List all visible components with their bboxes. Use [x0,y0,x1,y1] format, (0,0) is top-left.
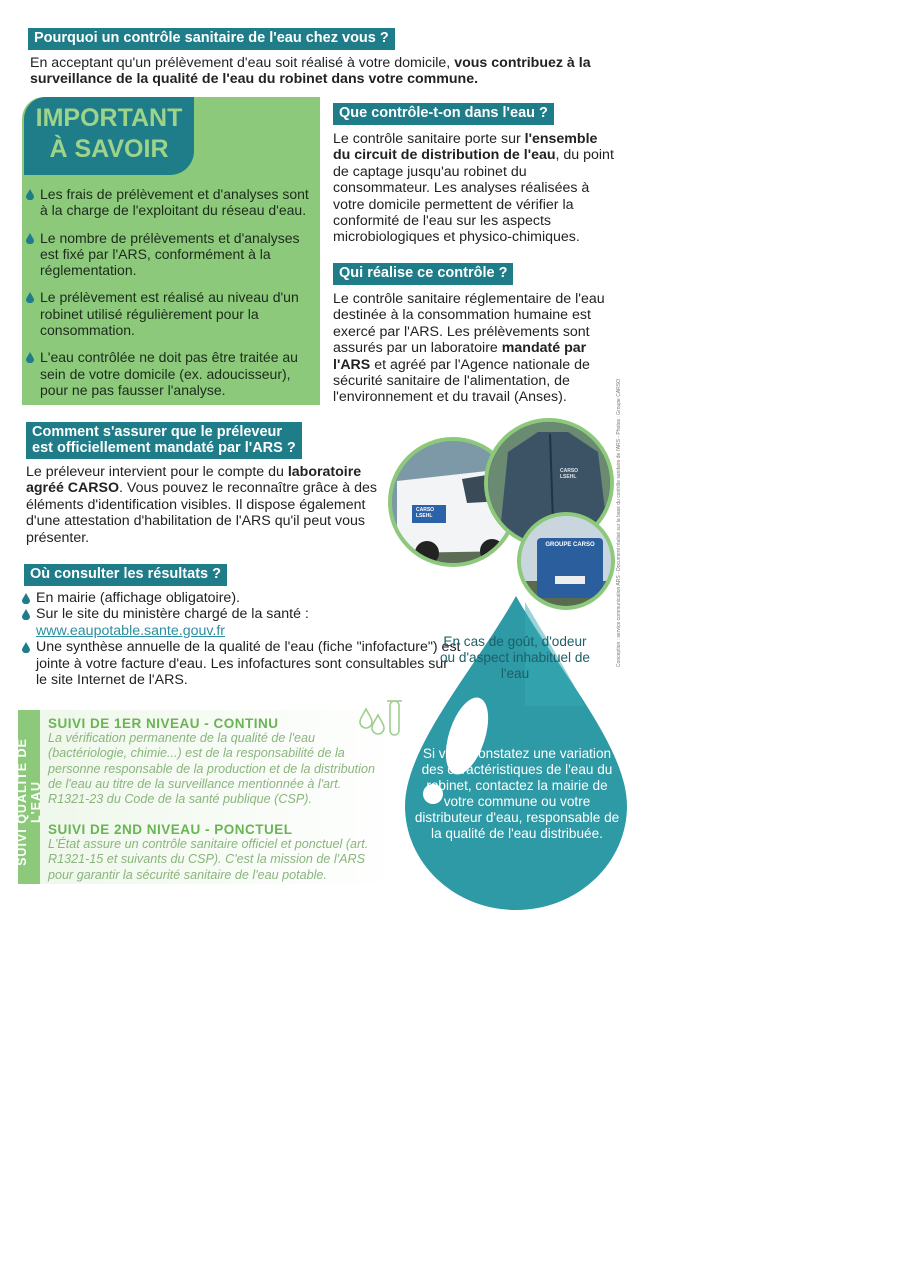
section-how-title: Comment s'assurer que le préleveur est officiellement mandaté par l'ARS ? [26,422,302,459]
section-who-title: Qui réalise ce contrôle ? [333,263,513,285]
section-results-title: Où consulter les résultats ? [24,564,227,586]
list-item: L'eau contrôlée ne doit pas être traitée au sein de votre domicile (ex. adoucisseur), pour ne pas fausser l'analyse. [26,349,320,398]
eaupotable-link[interactable]: www.eaupotable.sante.gouv.fr [36,622,226,639]
list-item: Sur le site du ministère chargé de la santé : www.eaupotable.sante.gouv.fr [22,606,462,639]
water-drop-icon [26,233,34,244]
suivi-level1-title: SUIVI DE 1ER NIVEAU - CONTINU [48,716,279,731]
water-drop-icon [26,352,34,363]
test-tube-icon [356,697,406,748]
water-drop-icon [22,609,30,620]
photo-credit: Conception : service communication ARS - Document réalisé sur la base du contrôle sanitaire de l'ARS - Photos : Groupe CARSO [616,378,622,668]
suivi-level2-text: L'État assure un contrôle sanitaire officiel et ponctuel (art. R1321-15 et suivants du CSP). C'est la mission de l'ARS pour garantir la sécurité sanitaire de l'eau potable. [48,837,369,882]
important-title: IMPORTANT À SAVOIR [24,97,194,175]
list-item: En mairie (affichage obligatoire). [22,590,462,606]
list-item: Une synthèse annuelle de la qualité de l'eau (fiche "infofacture") est jointe à votre facture d'eau. Les infofactures sont consultables sur le site Internet de l'ARS. [22,639,462,688]
suivi-level1-text: La vérification permanente de la qualité de l'eau (bactériologie, chimie...) est de la responsabilité de la personne responsable de la production et de la distribution de l'eau au titre de la surveillance mentionnée à l'art. R1321-23 du Code de la santé publique (CSP). [48,731,375,807]
list-item: Le prélèvement est réalisé au niveau d'un robinet utilisé régulièrement pour la consommation. [26,289,320,338]
section-why-text: En acceptant qu'un prélèvement d'eau soit réalisé à votre domicile, vous contribuez à la surveillance de la qualité de l'eau du robinet dans votre commune. [30,55,591,88]
important-list [26,186,320,409]
water-drop-icon [22,593,30,604]
section-what-title: Que contrôle-t-on dans l'eau ? [333,103,554,125]
results-list [22,590,462,688]
jacket-logo: CARSO LSEHL [560,468,579,480]
list-item: Les frais de prélèvement et d'analyses sont à la charge de l'exploitant du réseau d'eau. [26,186,320,219]
water-drop-icon [26,189,34,200]
section-who-text: Le contrôle sanitaire réglementaire de l'eau destinée à la consommation humaine est exercé par l'ARS. Les prélèvements sont assurés par un laboratoire mandaté par l'ARS et agréé par l'Agence nationale de sécurité sanitaire de l'alimentation, de l'environnement et du travail (Anses). [333,291,605,406]
section-how-text: Le préleveur intervient pour le compte du laboratoire agréé CARSO. Vous pouvez le reconnaître grâce à des éléments d'identification visibles. Il dispose également d'une attestation d'habilitation de l'ARS qu'il peut vous présenter. [26,464,377,546]
suivi-level2-title: SUIVI DE 2ND NIVEAU - PONCTUEL [48,822,293,837]
water-drop-icon [22,642,30,653]
van-rear-label: GROUPE CARSO [545,542,595,548]
water-drop-icon [26,292,34,303]
drop-text-2: Si vous constatez une variation des caractéristiques de l'eau du robinet, contactez la mairie de votre commune ou votre distributeur d'eau, responsable de la qualité de l'eau distribuée. [414,746,620,841]
suivi-side-label: SUIVI QUALITÉ DE L'EAU [18,710,40,884]
section-what-text: Le contrôle sanitaire porte sur l'ensemble du circuit de distribution de l'eau, du point de captage jusqu'au robinet du consommateur. Les analyses réalisées à votre domicile permettent de vérifier la conformité de l'eau sur les aspects microbiologiques et physico-chimiques. [333,131,614,246]
section-why-title: Pourquoi un contrôle sanitaire de l'eau chez vous ? [28,28,395,50]
van-logo: CARSO LSEHL [416,507,435,519]
drop-text-1: En cas de goût, d'odeur ou d'aspect inhabituel de l'eau [440,634,590,681]
list-item: Le nombre de prélèvements et d'analyses est fixé par l'ARS, conformément à la réglementation. [26,230,320,279]
